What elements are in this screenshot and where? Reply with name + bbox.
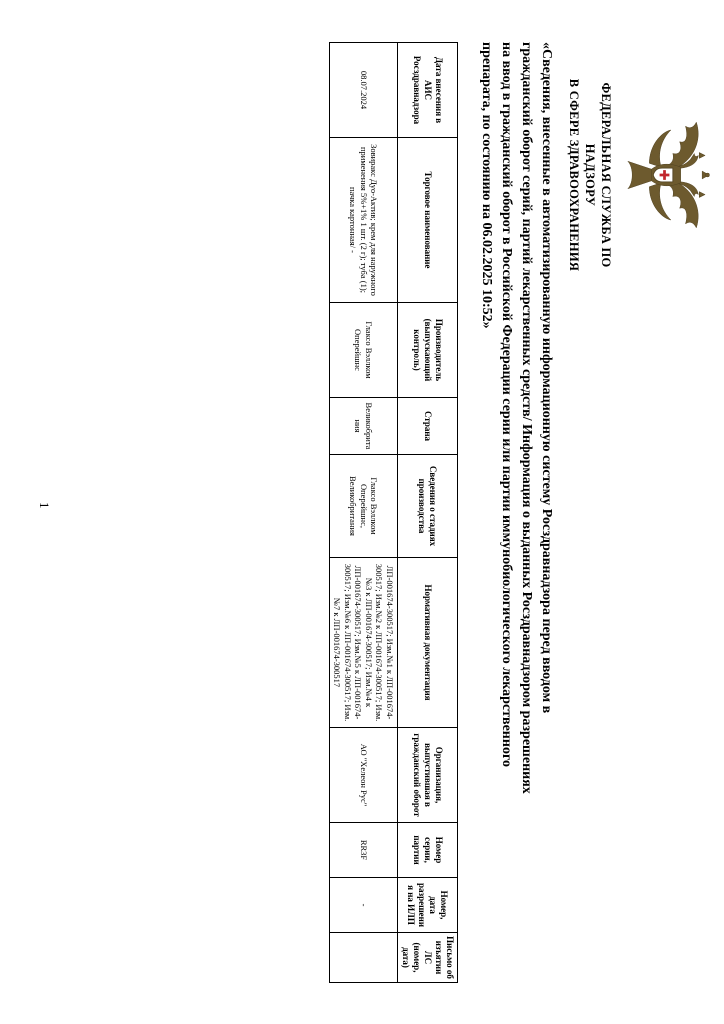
cell-country: Великобритания — [330, 398, 398, 455]
table-row — [330, 43, 398, 983]
cell-regulatory-docs: ЛП-001674-300517; Изм.№1 к ЛП-001674-300517; Изм.№2 к ЛП-001674-300517; Изм.№3 к ЛП-001674-300517; Изм.№4 к ЛП-001674-300517; Изм.№5 к ЛП-001674-300517; Изм.№6 к ЛП-001674-300517; Изм.№7 к ЛП-001674-300517 — [330, 558, 398, 728]
page-number: 1 — [37, 502, 52, 509]
col-header-withdrawal-letter: Письмо об изъятии ЛС (номер, дата) — [398, 933, 458, 983]
cell-releasing-organization: АО "Хелеон Рус" — [330, 728, 398, 823]
title-line-1: «Сведения, внесенные в автоматизированную информационную систему Росздравнадзора перед вводом в — [539, 42, 554, 714]
col-header-series-number: Номер серии, партии — [398, 823, 458, 878]
cell-date-entered: 08.07.2024 — [330, 43, 398, 138]
col-header-permit-number-date: Номер, дата разрешения на ИЛП — [398, 878, 458, 933]
cell-production-stages: Глаксо Вэллком Оперейшнс, Великобритания — [330, 455, 398, 558]
document-title — [476, 42, 556, 872]
col-header-releasing-organization: Организация, выпустившая в гражданский оборот — [398, 728, 458, 823]
cell-trade-name: Зовиракс Дуо-Актив; крем для наружного применения 5%+1% 1 шт. (2 г); туба (1); пачка картонная/ - — [330, 138, 398, 303]
col-header-country: Страна — [398, 398, 458, 455]
agency-name-line2: В СФЕРЕ ЗДРАВООХРАНЕНИЯ — [567, 78, 581, 272]
letterhead — [566, 50, 710, 300]
cell-series-number: RR3F — [330, 823, 398, 878]
series-release-table — [329, 42, 458, 983]
col-header-regulatory-docs: Нормативная документация — [398, 558, 458, 728]
table-header-row — [398, 43, 458, 983]
agency-name-line1: ФЕДЕРАЛЬНАЯ СЛУЖБА ПО НАДЗОРУ — [583, 82, 613, 268]
cell-permit-number-date: - — [330, 878, 398, 933]
title-line-2: гражданский оборот серий, партий лекарственных средств/ Информация о выданных Росздравнадзором разрешениях — [519, 42, 534, 794]
roszdravnadzor-eagle-emblem-icon — [620, 116, 710, 234]
title-line-3: на ввод в гражданский оборот в Российской Федерации серии или партии иммунобиологического лекарственного — [499, 42, 514, 767]
col-header-manufacturer: Производитель (выпускающий контроль) — [398, 303, 458, 398]
col-header-production-stages: Сведения о стадиях производства — [398, 455, 458, 558]
cell-manufacturer: Глаксо Вэллком Оперейшнс — [330, 303, 398, 398]
col-header-date-entered: Дата внесения в АИС Росздравнадзора — [398, 43, 458, 138]
cell-withdrawal-letter — [330, 933, 398, 983]
title-line-4: препарата, по состоянию на 06.02.2025 10:52» — [479, 42, 494, 329]
col-header-trade-name: Торговое наименование — [398, 138, 458, 303]
